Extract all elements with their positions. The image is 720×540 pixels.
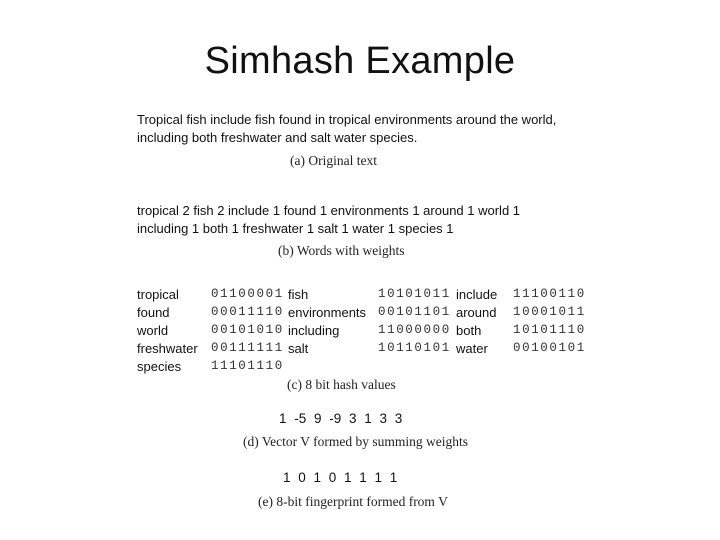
hash-value: 10001011	[513, 305, 586, 319]
caption-hash-values: (c) 8 bit hash values	[287, 377, 396, 392]
hash-value: 00101101	[378, 305, 451, 319]
hash-word: fish	[288, 287, 309, 302]
slide-title: Simhash Example	[204, 40, 516, 82]
hash-value: 00101010	[211, 323, 284, 337]
caption-vector: (d) Vector V formed by summing weights	[243, 434, 468, 449]
original-text-line-2: including both freshwater and salt water species.	[137, 130, 418, 145]
hash-word: water	[456, 341, 488, 356]
hash-value: 10101110	[513, 323, 586, 337]
hash-value: 10101011	[378, 287, 451, 301]
fingerprint-values: 1 0 1 0 1 1 1 1	[283, 470, 398, 485]
hash-word: including	[288, 323, 340, 338]
vector-values: 1 -5 9 -9 3 1 3 3	[279, 411, 403, 426]
hash-value: 00100101	[513, 341, 586, 355]
weights-line-1: tropical 2 fish 2 include 1 found 1 environments 1 around 1 world 1	[137, 203, 521, 218]
original-text-line-1: Tropical fish include fish found in tropical environments around the world,	[137, 112, 557, 127]
hash-word: environments	[288, 305, 367, 320]
hash-value: 00111111	[211, 341, 284, 355]
hash-value: 00011110	[211, 305, 284, 319]
hash-word: tropical	[137, 287, 179, 302]
hash-word: found	[137, 305, 170, 320]
caption-original-text: (a) Original text	[290, 153, 377, 168]
hash-word: salt	[288, 341, 309, 356]
hash-word: species	[137, 359, 182, 374]
hash-value: 10110101	[378, 341, 451, 355]
hash-value: 11000000	[378, 323, 451, 337]
caption-weights: (b) Words with weights	[278, 243, 405, 258]
hash-word: both	[456, 323, 482, 338]
hash-value: 11101110	[211, 359, 284, 373]
hash-value: 11100110	[513, 287, 586, 301]
hash-word: include	[456, 287, 498, 302]
hash-word: world	[137, 323, 169, 338]
caption-fingerprint: (e) 8-bit fingerprint formed from V	[258, 494, 448, 509]
hash-word: freshwater	[137, 341, 198, 356]
weights-line-2: including 1 both 1 freshwater 1 salt 1 water 1 species 1	[137, 221, 454, 236]
hash-value: 01100001	[211, 287, 284, 301]
hash-word: around	[456, 305, 497, 320]
